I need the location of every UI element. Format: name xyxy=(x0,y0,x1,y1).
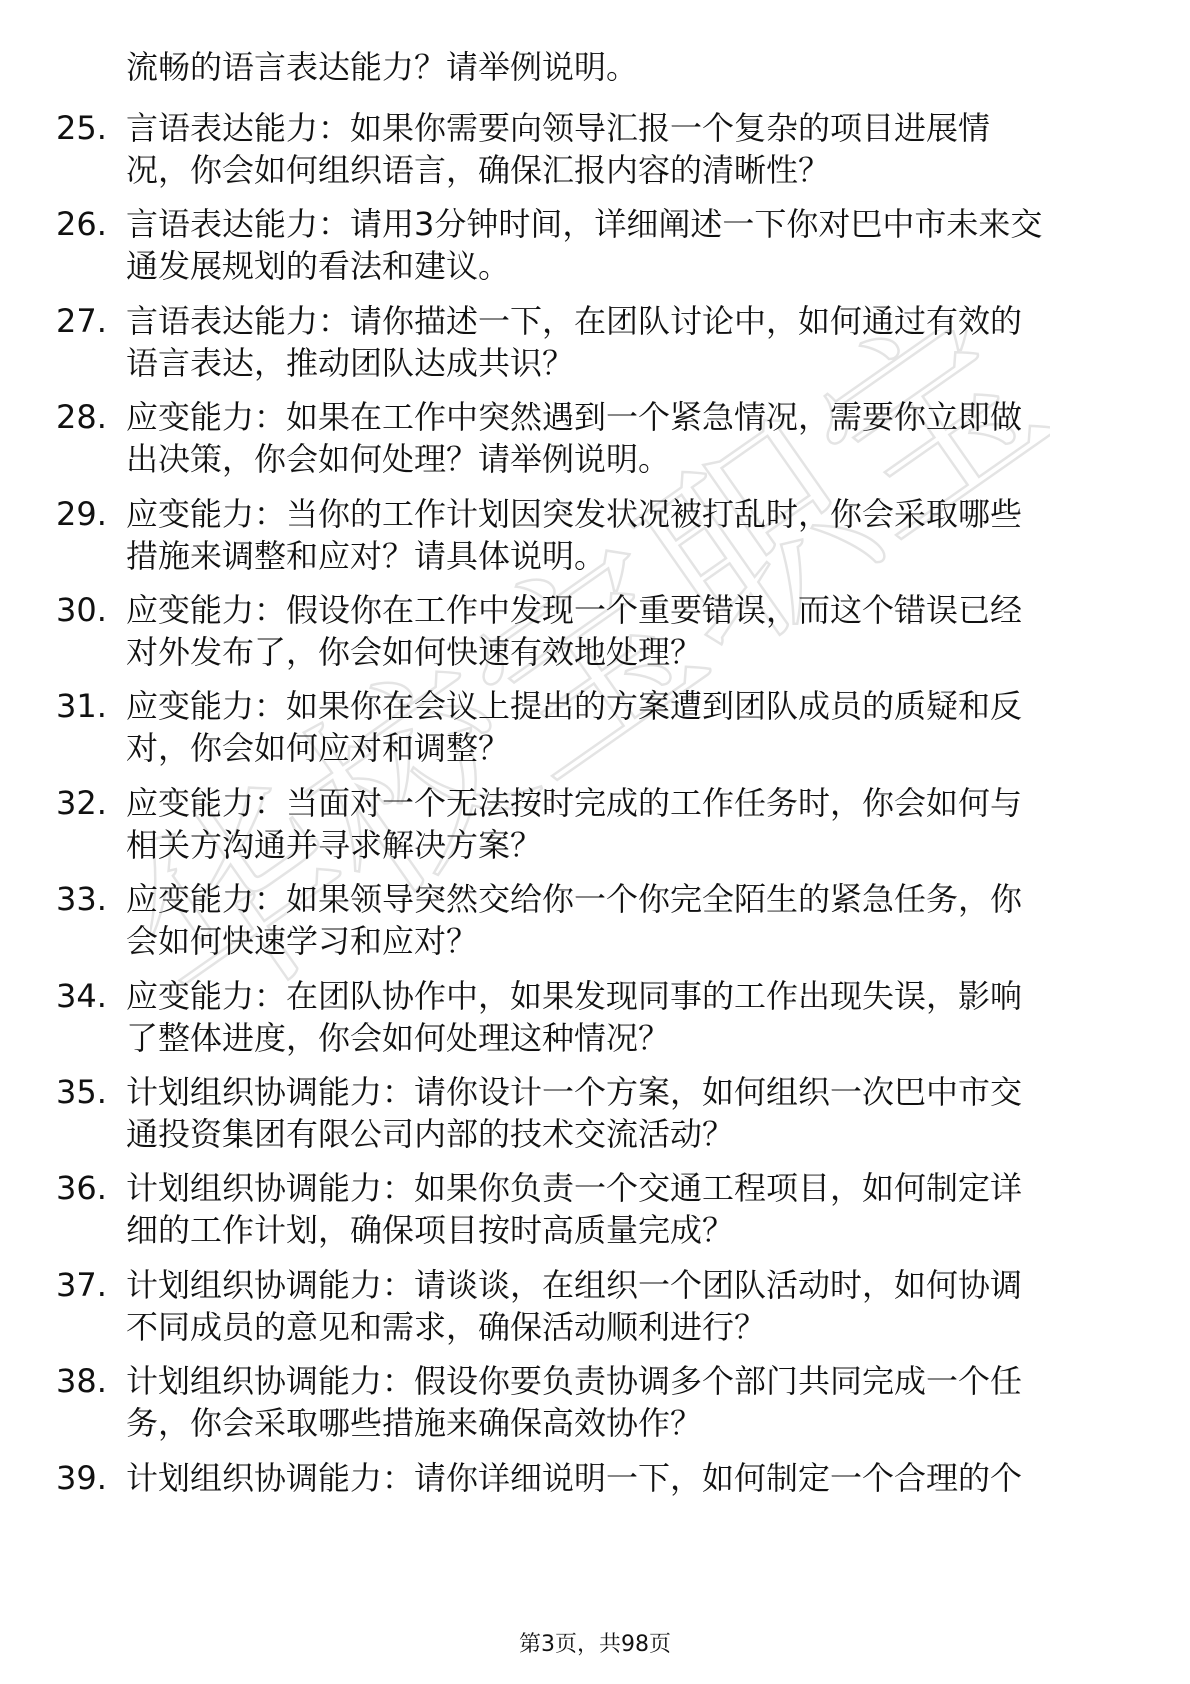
question-number: 26. xyxy=(56,205,107,243)
question-number: 25. xyxy=(56,109,107,147)
question-text-line: 相关方沟通并寻求解决方案？ xyxy=(126,826,543,864)
question-item xyxy=(0,300,1190,390)
question-text xyxy=(126,493,1136,577)
question-text-line: 计划组织协调能力：请你详细说明一下，如何制定一个合理的个 xyxy=(126,1459,1023,1497)
question-item xyxy=(0,1167,1190,1257)
question-text xyxy=(126,396,1136,480)
question-text-line: 出决策，你会如何处理？请举例说明。 xyxy=(126,440,671,478)
question-text-line: 应变能力：如果你在会议上提出的方案遭到团队成员的质疑和反 xyxy=(126,687,1023,725)
question-item xyxy=(0,493,1190,583)
question-text-line: 通投资集团有限公司内部的技术交流活动？ xyxy=(126,1115,735,1153)
question-item xyxy=(0,975,1190,1065)
question-text xyxy=(126,1264,1136,1348)
question-item xyxy=(0,878,1190,968)
watermark-text: 华校宝职宝 xyxy=(150,330,1050,1030)
question-item xyxy=(0,1457,1190,1547)
question-text xyxy=(126,1167,1136,1251)
question-item xyxy=(0,782,1190,872)
question-text-line: 通发展规划的看法和建议。 xyxy=(126,247,511,285)
question-text-line: 计划组织协调能力：请你设计一个方案，如何组织一次巴中市交 xyxy=(126,1073,1023,1111)
question-text-line: 对，你会如何应对和调整？ xyxy=(126,729,511,767)
question-text xyxy=(126,107,1136,191)
question-text-line: 计划组织协调能力：如果你负责一个交通工程项目，如何制定详 xyxy=(126,1169,1023,1207)
question-text xyxy=(126,1360,1136,1444)
question-text xyxy=(126,589,1136,673)
question-item xyxy=(0,396,1190,486)
question-number: 28. xyxy=(56,398,107,436)
question-text xyxy=(126,782,1136,866)
question-item xyxy=(0,589,1190,679)
question-text-line: 况，你会如何组织语言，确保汇报内容的清晰性？ xyxy=(126,151,831,189)
question-item xyxy=(0,107,1190,197)
question-text-line: 应变能力：如果在工作中突然遇到一个紧急情况，需要你立即做 xyxy=(126,398,1023,436)
question-number: 30. xyxy=(56,591,107,629)
question-item xyxy=(0,685,1190,775)
question-text-line: 计划组织协调能力：假设你要负责协调多个部门共同完成一个任 xyxy=(126,1362,1023,1400)
question-text-line: 细的工作计划，确保项目按时高质量完成？ xyxy=(126,1211,735,1249)
question-item xyxy=(0,1071,1190,1161)
question-text xyxy=(126,878,1136,962)
question-item xyxy=(0,1360,1190,1450)
question-text xyxy=(126,1457,1136,1499)
question-number: 35. xyxy=(56,1073,107,1111)
question-text xyxy=(126,975,1136,1059)
question-number: 31. xyxy=(56,687,107,725)
question-text xyxy=(126,203,1136,287)
question-number: 37. xyxy=(56,1266,107,1304)
continuation-line: 流畅的语言表达能力？请举例说明。 xyxy=(126,48,639,86)
question-text-line: 了整体进度，你会如何处理这种情况？ xyxy=(126,1019,671,1057)
question-text-line: 应变能力：假设你在工作中发现一个重要错误，而这个错误已经 xyxy=(126,591,1023,629)
question-item xyxy=(0,1264,1190,1354)
question-number: 38. xyxy=(56,1362,107,1400)
question-text-line: 应变能力：当你的工作计划因突发状况被打乱时，你会采取哪些 xyxy=(126,495,1023,533)
question-text xyxy=(126,685,1136,769)
question-text-line: 应变能力：当面对一个无法按时完成的工作任务时，你会如何与 xyxy=(126,784,1023,822)
question-text xyxy=(126,1071,1136,1155)
question-text-line: 措施来调整和应对？请具体说明。 xyxy=(126,537,607,575)
question-number: 32. xyxy=(56,784,107,822)
question-number: 29. xyxy=(56,495,107,533)
question-number: 34. xyxy=(56,977,107,1015)
question-text-line: 应变能力：如果领导突然交给你一个你完全陌生的紧急任务，你 xyxy=(126,880,1023,918)
question-text-line: 计划组织协调能力：请谈谈，在组织一个团队活动时，如何协调 xyxy=(126,1266,1023,1304)
question-text-line: 言语表达能力：请你描述一下，在团队讨论中，如何通过有效的 xyxy=(126,302,1023,340)
question-text-line: 务，你会采取哪些措施来确保高效协作？ xyxy=(126,1404,703,1442)
question-text-line: 言语表达能力：请用3分钟时间，详细阐述一下你对巴中市未来交 xyxy=(126,205,1043,243)
question-text-line: 言语表达能力：如果你需要向领导汇报一个复杂的项目进展情 xyxy=(126,109,991,147)
question-text-line: 对外发布了，你会如何快速有效地处理？ xyxy=(126,633,703,671)
question-text-line: 会如何快速学习和应对？ xyxy=(126,922,479,960)
question-number: 39. xyxy=(56,1459,107,1497)
question-text-line: 不同成员的意见和需求，确保活动顺利进行？ xyxy=(126,1308,767,1346)
question-number: 33. xyxy=(56,880,107,918)
question-text-line: 语言表达，推动团队达成共识？ xyxy=(126,344,575,382)
question-item xyxy=(0,203,1190,293)
question-text xyxy=(126,300,1136,384)
page-footer: 第3页，共98页 xyxy=(519,1632,671,1657)
question-text-line: 应变能力：在团队协作中，如果发现同事的工作出现失误，影响 xyxy=(126,977,1023,1015)
question-number: 27. xyxy=(56,302,107,340)
question-number: 36. xyxy=(56,1169,107,1207)
